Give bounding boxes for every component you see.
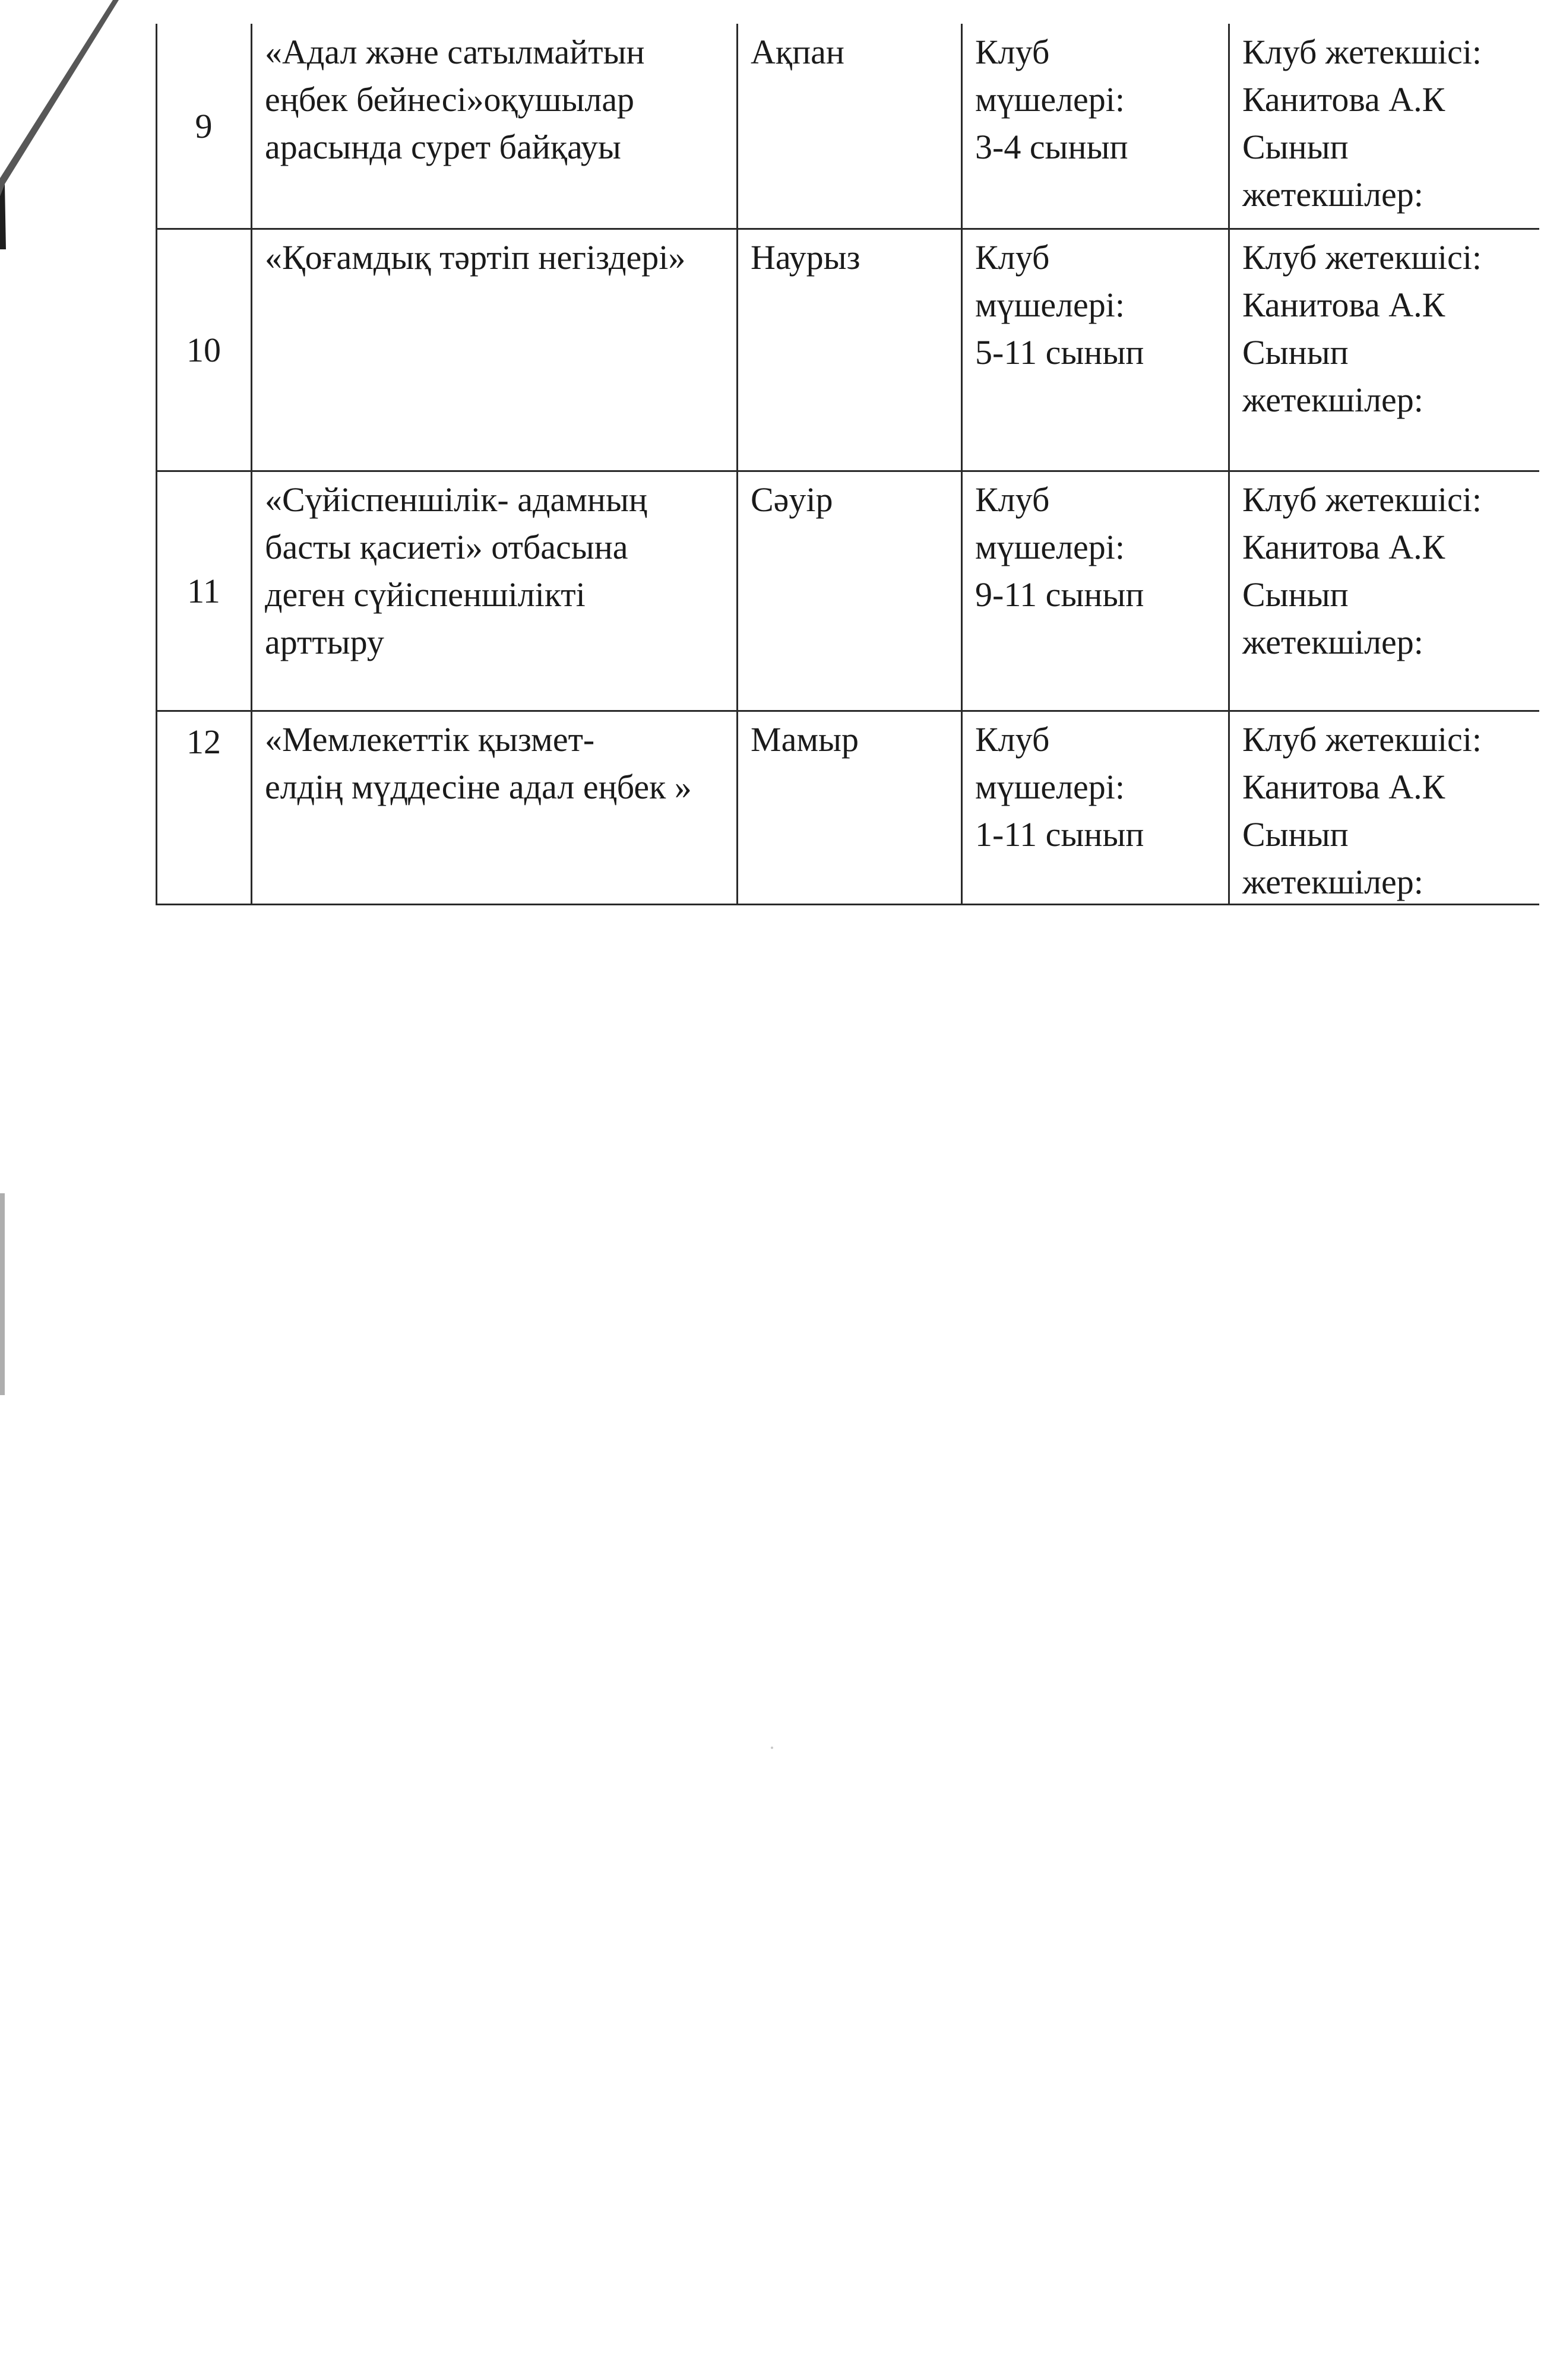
event-cell: «Мемлекеттік қызмет- елдің мүддесіне адал еңбек » bbox=[265, 720, 692, 806]
column-divider bbox=[736, 24, 738, 905]
participants-cell: Клуб мүшелері: 9-11 сынып bbox=[975, 480, 1144, 614]
table-row bbox=[156, 711, 1539, 905]
column-divider bbox=[961, 24, 963, 905]
row-divider bbox=[156, 228, 1539, 230]
row-number: 12 bbox=[186, 722, 221, 761]
row-number: 10 bbox=[186, 331, 221, 369]
responsible-cell: Клуб жетекшісі: Канитова А.К Сынып жетекшілер: bbox=[1242, 238, 1482, 419]
participants-cell: Клуб мүшелері: 5-11 сынып bbox=[975, 238, 1144, 372]
row-divider bbox=[156, 470, 1539, 472]
column-divider bbox=[156, 24, 157, 905]
event-cell: «Сүйіспеншілік- адамның басты қасиеті» отбасына деген сүйіспеншілікті арттыру bbox=[265, 480, 647, 661]
table-row bbox=[156, 24, 1539, 229]
table-row bbox=[156, 229, 1539, 471]
column-divider bbox=[1228, 24, 1230, 905]
responsible-cell: Клуб жетекшісі: Канитова А.К Сынып жетекшілер: bbox=[1242, 480, 1482, 661]
month-cell: Мамыр bbox=[751, 720, 859, 759]
month-cell: Наурыз bbox=[751, 238, 860, 277]
event-cell: «Адал және сатылмайтын еңбек бейнесі»оқушылар арасында сурет байқауы bbox=[265, 33, 645, 166]
row-divider bbox=[156, 710, 1539, 712]
table-bottom-border bbox=[156, 904, 1539, 905]
month-cell: Ақпан bbox=[751, 33, 844, 71]
participants-cell: Клуб мүшелері: 3-4 сынып bbox=[975, 33, 1128, 166]
row-number: 11 bbox=[187, 572, 220, 610]
responsible-cell: Клуб жетекшісі: Канитова А.К Сынып жетекшілер: bbox=[1242, 33, 1482, 214]
table-row bbox=[156, 471, 1539, 711]
scan-speck bbox=[771, 1747, 773, 1749]
participants-cell: Клуб мүшелері: 1-11 сынып bbox=[975, 720, 1144, 854]
responsible-cell: Клуб жетекшісі: Канитова А.К Сынып жетекшілер: bbox=[1242, 720, 1482, 901]
row-number: 9 bbox=[195, 107, 213, 145]
month-cell: Сәуір bbox=[751, 480, 833, 519]
scan-edge-shadow bbox=[0, 0, 154, 249]
scan-margin-mark bbox=[0, 1193, 5, 1395]
column-divider bbox=[251, 24, 252, 905]
event-cell: «Қоғамдық тәртіп негіздері» bbox=[265, 238, 686, 277]
schedule-table bbox=[156, 24, 1539, 905]
